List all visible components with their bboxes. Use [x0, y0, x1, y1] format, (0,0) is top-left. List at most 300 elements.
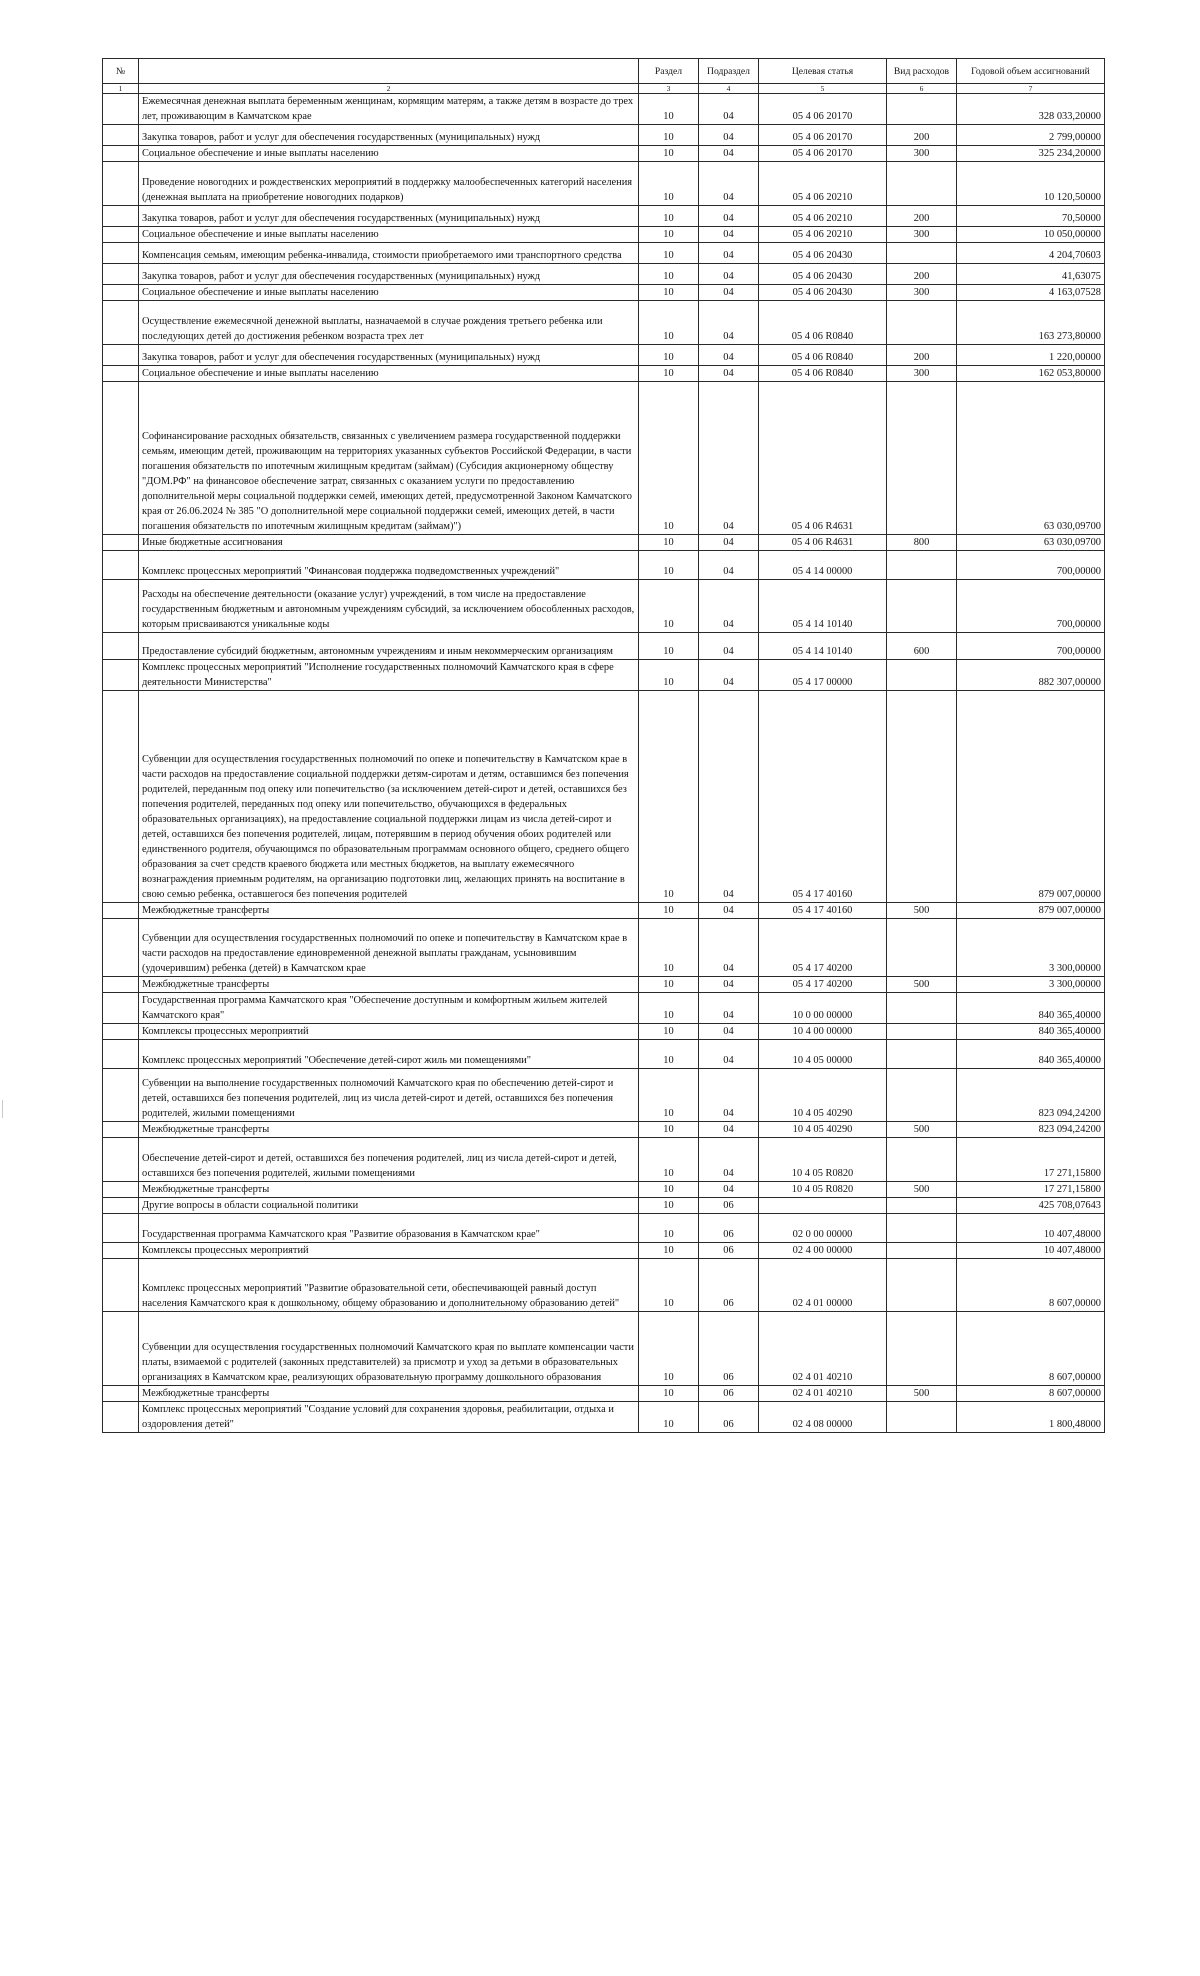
table-row [103, 206, 1105, 227]
row-summa-cell: 8 607,00000 [957, 1386, 1105, 1402]
row-vid-rashodov-cell: 200 [887, 125, 957, 146]
row-podrazdel-cell: 04 [699, 162, 759, 206]
column-index: 7 [957, 84, 1105, 94]
row-name-cell: Закупка товаров, работ и услуг для обеспечения государственных (муниципальных) нужд [139, 125, 639, 146]
row-number-cell [103, 919, 139, 977]
row-summa-cell: 10 407,48000 [957, 1214, 1105, 1243]
row-name-cell: Социальное обеспечение и иные выплаты населению [139, 285, 639, 301]
row-name-cell: Закупка товаров, работ и услуг для обеспечения государственных (муниципальных) нужд [139, 206, 639, 227]
row-vid-rashodov-cell: 800 [887, 535, 957, 551]
column-index: 6 [887, 84, 957, 94]
row-vid-rashodov-cell: 300 [887, 366, 957, 382]
row-cel-statya-cell: 05 4 14 10140 [759, 633, 887, 660]
row-name-cell: Межбюджетные трансферты [139, 1182, 639, 1198]
row-vid-rashodov-cell: 500 [887, 1182, 957, 1198]
column-index-row [103, 84, 1105, 94]
row-name-cell: Межбюджетные трансферты [139, 1122, 639, 1138]
row-podrazdel-cell: 04 [699, 691, 759, 903]
row-summa-cell: 41,63075 [957, 264, 1105, 285]
row-podrazdel-cell: 04 [699, 551, 759, 580]
row-cel-statya-cell: 05 4 06 20430 [759, 264, 887, 285]
row-name-cell: Осуществление ежемесячной денежной выплаты, назначаемой в случае рождения третьего ребенка или последующих детей до достижения ребенком возраста трех лет [139, 301, 639, 345]
row-summa-cell: 879 007,00000 [957, 691, 1105, 903]
row-podrazdel-cell: 04 [699, 993, 759, 1024]
row-razdel-cell: 10 [639, 903, 699, 919]
row-name-cell: Закупка товаров, работ и услуг для обеспечения государственных (муниципальных) нужд [139, 345, 639, 366]
row-number-cell [103, 382, 139, 535]
scan-mark [2, 1100, 7, 1118]
row-podrazdel-cell: 04 [699, 1122, 759, 1138]
table-row [103, 1122, 1105, 1138]
header-podrazdel: Подраздел [699, 59, 759, 84]
row-cel-statya-cell: 05 4 17 40200 [759, 919, 887, 977]
row-name-cell: Субвенции для осуществления государственных полномочий по опеке и попечительству в Камчатском крае в части расходов на предоставление социальной поддержки детям-сиротам и детям, оставшимся без попечения родителей, переданным под опеку или попечительство (за исключением детей-сирот и детей, оставшихся без попечения родителей, переданных под опеку или попечительство, обучающихся в федеральных образовательных организациях), на предоставление социальной поддержки лицам из числа детей-сирот и детей, оставшихся без попечения родителей, лицам, потерявшим в период обучения обоих родителей или единственного родителя, обучающимся по образовательным программам основного общего, среднего общего образования за счет средств краевого бюджета или местных бюджетов, на выплату ежемесячного вознаграждения приемным родителям, на организацию подготовки лиц, желающих принять на воспитание в свою семью ребенка, оставшегося без попечения родителей [139, 691, 639, 903]
row-number-cell [103, 1040, 139, 1069]
row-podrazdel-cell: 06 [699, 1402, 759, 1433]
row-number-cell [103, 301, 139, 345]
header-razdel: Раздел [639, 59, 699, 84]
row-vid-rashodov-cell [887, 660, 957, 691]
row-cel-statya-cell: 05 4 06 20210 [759, 162, 887, 206]
table-row [103, 345, 1105, 366]
row-vid-rashodov-cell [887, 1138, 957, 1182]
budget-table [102, 58, 1105, 1433]
row-name-cell: Государственная программа Камчатского края "Развитие образования в Камчатском крае" [139, 1214, 639, 1243]
row-cel-statya-cell: 05 4 06 20170 [759, 125, 887, 146]
table-row [103, 580, 1105, 633]
row-summa-cell: 3 300,00000 [957, 919, 1105, 977]
row-name-cell: Межбюджетные трансферты [139, 903, 639, 919]
table-row [103, 285, 1105, 301]
row-cel-statya-cell: 10 4 05 40290 [759, 1069, 887, 1122]
row-razdel-cell: 10 [639, 1402, 699, 1433]
row-cel-statya-cell: 10 4 05 00000 [759, 1040, 887, 1069]
row-podrazdel-cell: 04 [699, 1069, 759, 1122]
row-vid-rashodov-cell [887, 1243, 957, 1259]
header-name [139, 59, 639, 84]
row-cel-statya-cell: 05 4 06 R0840 [759, 366, 887, 382]
row-number-cell [103, 1386, 139, 1402]
table-body [103, 94, 1105, 1433]
row-summa-cell: 328 033,20000 [957, 94, 1105, 125]
row-razdel-cell: 10 [639, 301, 699, 345]
row-vid-rashodov-cell: 200 [887, 264, 957, 285]
row-name-cell: Комплекс процессных мероприятий "Развитие образовательной сети, обеспечивающей равный доступ населения Камчатского края к дошкольному, общему образованию и дополнительному образованию детей" [139, 1259, 639, 1312]
row-number-cell [103, 1402, 139, 1433]
row-name-cell: Субвенции на выполнение государственных полномочий Камчатского края по обеспечению детей-сирот и детей, оставшихся без попечения родителей, лиц из числа детей-сирот и детей, оставшихся без попечения родителей, жилыми помещениями [139, 1069, 639, 1122]
row-razdel-cell: 10 [639, 1214, 699, 1243]
row-cel-statya-cell: 02 4 01 40210 [759, 1386, 887, 1402]
column-index: 3 [639, 84, 699, 94]
row-name-cell: Обеспечение детей-сирот и детей, оставшихся без попечения родителей, лиц из числа детей-сирот и детей, оставшихся без попечения родителей, жилыми помещениями [139, 1138, 639, 1182]
row-number-cell [103, 94, 139, 125]
row-cel-statya-cell: 10 4 05 R0820 [759, 1138, 887, 1182]
table-row [103, 551, 1105, 580]
row-vid-rashodov-cell: 300 [887, 285, 957, 301]
row-number-cell [103, 551, 139, 580]
row-name-cell: Субвенции для осуществления государственных полномочий по опеке и попечительству в Камчатском крае в части расходов на предоставление единовременной денежной выплаты гражданам, усыновившим (удочерившим) ребенка (детей) в Камчатском крае [139, 919, 639, 977]
row-podrazdel-cell: 04 [699, 243, 759, 264]
row-number-cell [103, 1312, 139, 1386]
row-number-cell [103, 1259, 139, 1312]
row-number-cell [103, 580, 139, 633]
row-podrazdel-cell: 04 [699, 903, 759, 919]
row-number-cell [103, 1198, 139, 1214]
row-summa-cell: 17 271,15800 [957, 1138, 1105, 1182]
row-name-cell: Межбюджетные трансферты [139, 977, 639, 993]
row-vid-rashodov-cell [887, 1069, 957, 1122]
row-vid-rashodov-cell [887, 162, 957, 206]
row-cel-statya-cell: 05 4 06 20430 [759, 243, 887, 264]
column-index: 1 [103, 84, 139, 94]
row-name-cell: Комплекс процессных мероприятий "Исполнение государственных полномочий Камчатского края в сфере деятельности Министерства" [139, 660, 639, 691]
row-cel-statya-cell: 05 4 06 20170 [759, 94, 887, 125]
table-row [103, 125, 1105, 146]
table-row [103, 1040, 1105, 1069]
row-cel-statya-cell: 05 4 06 20430 [759, 285, 887, 301]
row-razdel-cell: 10 [639, 919, 699, 977]
row-cel-statya-cell: 05 4 06 20210 [759, 227, 887, 243]
row-podrazdel-cell: 04 [699, 1182, 759, 1198]
row-number-cell [103, 1182, 139, 1198]
row-summa-cell: 823 094,24200 [957, 1069, 1105, 1122]
row-vid-rashodov-cell [887, 1259, 957, 1312]
row-name-cell: Социальное обеспечение и иные выплаты населению [139, 146, 639, 162]
table-row [103, 227, 1105, 243]
row-podrazdel-cell: 04 [699, 1040, 759, 1069]
row-summa-cell: 17 271,15800 [957, 1182, 1105, 1198]
table-row [103, 1198, 1105, 1214]
table-row [103, 903, 1105, 919]
row-name-cell: Субвенции для осуществления государственных полномочий Камчатского края по выплате компенсации части платы, взимаемой с родителей (законных представителей) за присмотр и уход за детьми в образовательных организациях в Камчатском крае, реализующих образовательную программу дошкольного образования [139, 1312, 639, 1386]
row-number-cell [103, 1024, 139, 1040]
row-name-cell: Другие вопросы в области социальной политики [139, 1198, 639, 1214]
row-podrazdel-cell: 04 [699, 264, 759, 285]
table-row [103, 1312, 1105, 1386]
row-number-cell [103, 1214, 139, 1243]
row-razdel-cell: 10 [639, 206, 699, 227]
table-row [103, 660, 1105, 691]
row-podrazdel-cell: 06 [699, 1312, 759, 1386]
row-number-cell [103, 264, 139, 285]
row-number-cell [103, 633, 139, 660]
row-podrazdel-cell: 06 [699, 1386, 759, 1402]
row-podrazdel-cell: 04 [699, 227, 759, 243]
table-row [103, 691, 1105, 903]
row-number-cell [103, 993, 139, 1024]
row-number-cell [103, 345, 139, 366]
row-number-cell [103, 1138, 139, 1182]
row-razdel-cell: 10 [639, 660, 699, 691]
row-cel-statya-cell: 05 4 06 20170 [759, 146, 887, 162]
row-vid-rashodov-cell [887, 551, 957, 580]
row-vid-rashodov-cell [887, 1040, 957, 1069]
column-index: 4 [699, 84, 759, 94]
row-number-cell [103, 691, 139, 903]
row-number-cell [103, 227, 139, 243]
table-row [103, 94, 1105, 125]
table-row [103, 146, 1105, 162]
row-summa-cell: 63 030,09700 [957, 535, 1105, 551]
row-cel-statya-cell: 05 4 14 00000 [759, 551, 887, 580]
row-summa-cell: 1 220,00000 [957, 345, 1105, 366]
row-summa-cell: 700,00000 [957, 551, 1105, 580]
row-razdel-cell: 10 [639, 146, 699, 162]
row-vid-rashodov-cell: 200 [887, 206, 957, 227]
row-cel-statya-cell: 10 0 00 00000 [759, 993, 887, 1024]
row-razdel-cell: 10 [639, 1040, 699, 1069]
row-vid-rashodov-cell [887, 94, 957, 125]
row-vid-rashodov-cell [887, 1024, 957, 1040]
table-row [103, 633, 1105, 660]
row-razdel-cell: 10 [639, 633, 699, 660]
row-razdel-cell: 10 [639, 1243, 699, 1259]
row-summa-cell: 1 800,48000 [957, 1402, 1105, 1433]
row-name-cell: Социальное обеспечение и иные выплаты населению [139, 366, 639, 382]
row-cel-statya-cell: 05 4 17 40160 [759, 903, 887, 919]
row-cel-statya-cell: 05 4 06 R0840 [759, 345, 887, 366]
row-cel-statya-cell: 05 4 06 R4631 [759, 535, 887, 551]
table-row [103, 1024, 1105, 1040]
row-name-cell: Предоставление субсидий бюджетным, автономным учреждениям и иным некоммерческим организациям [139, 633, 639, 660]
row-razdel-cell: 10 [639, 977, 699, 993]
row-name-cell: Комплексы процессных мероприятий [139, 1024, 639, 1040]
row-name-cell: Проведение новогодних и рождественских мероприятий в поддержку малообеспеченных категорий населения (денежная выплата на приобретение новогодних подарков) [139, 162, 639, 206]
row-number-cell [103, 162, 139, 206]
table-row [103, 1259, 1105, 1312]
row-name-cell: Социальное обеспечение и иные выплаты населению [139, 227, 639, 243]
row-cel-statya-cell: 05 4 06 R4631 [759, 382, 887, 535]
row-podrazdel-cell: 04 [699, 301, 759, 345]
row-vid-rashodov-cell [887, 1312, 957, 1386]
row-summa-cell: 70,50000 [957, 206, 1105, 227]
row-podrazdel-cell: 04 [699, 382, 759, 535]
row-name-cell: Иные бюджетные ассигнования [139, 535, 639, 551]
row-podrazdel-cell: 04 [699, 977, 759, 993]
row-summa-cell: 425 708,07643 [957, 1198, 1105, 1214]
row-vid-rashodov-cell [887, 382, 957, 535]
row-vid-rashodov-cell [887, 243, 957, 264]
row-podrazdel-cell: 06 [699, 1198, 759, 1214]
row-summa-cell: 882 307,00000 [957, 660, 1105, 691]
row-cel-statya-cell: 02 4 01 40210 [759, 1312, 887, 1386]
table-row [103, 1069, 1105, 1122]
row-razdel-cell: 10 [639, 264, 699, 285]
row-summa-cell: 840 365,40000 [957, 1024, 1105, 1040]
row-summa-cell: 700,00000 [957, 580, 1105, 633]
row-razdel-cell: 10 [639, 345, 699, 366]
row-cel-statya-cell: 05 4 14 10140 [759, 580, 887, 633]
row-name-cell: Ежемесячная денежная выплата беременным женщинам, кормящим матерям, а также детям в возрасте до трех лет, проживающим в Камчатском крае [139, 94, 639, 125]
row-summa-cell: 823 094,24200 [957, 1122, 1105, 1138]
table-header-row [103, 59, 1105, 84]
row-podrazdel-cell: 06 [699, 1259, 759, 1312]
row-cel-statya-cell: 05 4 06 20210 [759, 206, 887, 227]
row-name-cell: Компенсация семьям, имеющим ребенка-инвалида, стоимости приобретаемого ими транспортного средства [139, 243, 639, 264]
row-razdel-cell: 10 [639, 580, 699, 633]
row-name-cell: Комплекс процессных мероприятий "Обеспечение детей-сирот жиль ми помещениями" [139, 1040, 639, 1069]
row-podrazdel-cell: 06 [699, 1243, 759, 1259]
row-summa-cell: 4 204,70603 [957, 243, 1105, 264]
table-row [103, 1182, 1105, 1198]
row-razdel-cell: 10 [639, 993, 699, 1024]
row-razdel-cell: 10 [639, 551, 699, 580]
row-number-cell [103, 1122, 139, 1138]
row-razdel-cell: 10 [639, 1386, 699, 1402]
header-vid-rashodov: Вид расходов [887, 59, 957, 84]
row-podrazdel-cell: 04 [699, 94, 759, 125]
column-index: 2 [139, 84, 639, 94]
table-row [103, 1214, 1105, 1243]
row-cel-statya-cell: 05 4 17 40160 [759, 691, 887, 903]
row-summa-cell: 162 053,80000 [957, 366, 1105, 382]
row-summa-cell: 8 607,00000 [957, 1312, 1105, 1386]
row-vid-rashodov-cell: 500 [887, 1122, 957, 1138]
row-name-cell: Комплексы процессных мероприятий [139, 1243, 639, 1259]
row-razdel-cell: 10 [639, 1182, 699, 1198]
table-row [103, 243, 1105, 264]
row-podrazdel-cell: 04 [699, 345, 759, 366]
row-cel-statya-cell: 02 0 00 00000 [759, 1214, 887, 1243]
row-number-cell [103, 206, 139, 227]
table-row [103, 535, 1105, 551]
row-number-cell [103, 535, 139, 551]
row-podrazdel-cell: 04 [699, 125, 759, 146]
row-number-cell [103, 903, 139, 919]
table-row [103, 1386, 1105, 1402]
row-podrazdel-cell: 06 [699, 1214, 759, 1243]
row-vid-rashodov-cell [887, 301, 957, 345]
row-cel-statya-cell: 10 4 00 00000 [759, 1024, 887, 1040]
row-summa-cell: 3 300,00000 [957, 977, 1105, 993]
header-num: № [103, 59, 139, 84]
row-cel-statya-cell: 10 4 05 40290 [759, 1122, 887, 1138]
row-razdel-cell: 10 [639, 535, 699, 551]
row-podrazdel-cell: 04 [699, 633, 759, 660]
row-cel-statya-cell: 02 4 08 00000 [759, 1402, 887, 1433]
row-number-cell [103, 660, 139, 691]
row-name-cell: Комплекс процессных мероприятий "Финансовая поддержка подведомственных учреждений" [139, 551, 639, 580]
row-name-cell: Государственная программа Камчатского края "Обеспечение доступным и комфортным жильем жителей Камчатского края" [139, 993, 639, 1024]
row-cel-statya-cell: 02 4 00 00000 [759, 1243, 887, 1259]
table-row [103, 301, 1105, 345]
row-summa-cell: 325 234,20000 [957, 146, 1105, 162]
row-razdel-cell: 10 [639, 1198, 699, 1214]
row-razdel-cell: 10 [639, 285, 699, 301]
row-razdel-cell: 10 [639, 1024, 699, 1040]
row-summa-cell: 840 365,40000 [957, 1040, 1105, 1069]
row-vid-rashodov-cell: 200 [887, 345, 957, 366]
row-razdel-cell: 10 [639, 162, 699, 206]
row-vid-rashodov-cell [887, 919, 957, 977]
row-vid-rashodov-cell [887, 993, 957, 1024]
row-vid-rashodov-cell [887, 1214, 957, 1243]
row-razdel-cell: 10 [639, 1259, 699, 1312]
header-summa: Годовой объем ассигнований [957, 59, 1105, 84]
row-summa-cell: 879 007,00000 [957, 903, 1105, 919]
row-name-cell: Межбюджетные трансферты [139, 1386, 639, 1402]
row-summa-cell: 8 607,00000 [957, 1259, 1105, 1312]
row-vid-rashodov-cell: 500 [887, 1386, 957, 1402]
row-number-cell [103, 125, 139, 146]
row-name-cell: Комплекс процессных мероприятий "Создание условий для сохранения здоровья, реабилитации, отдыха и оздоровления детей" [139, 1402, 639, 1433]
row-razdel-cell: 10 [639, 1122, 699, 1138]
header-cel-statya: Целевая статья [759, 59, 887, 84]
row-cel-statya-cell: 05 4 17 40200 [759, 977, 887, 993]
row-number-cell [103, 977, 139, 993]
row-podrazdel-cell: 04 [699, 1138, 759, 1182]
table-row [103, 366, 1105, 382]
row-razdel-cell: 10 [639, 366, 699, 382]
row-vid-rashodov-cell: 300 [887, 227, 957, 243]
row-podrazdel-cell: 04 [699, 366, 759, 382]
row-name-cell: Расходы на обеспечение деятельности (оказание услуг) учреждений, в том числе на предоставление государственным бюджетным и автономным учреждениям субсидий, за исключением обособленных расходов, которым присваиваются уникальные коды [139, 580, 639, 633]
row-vid-rashodov-cell [887, 1402, 957, 1433]
row-podrazdel-cell: 04 [699, 535, 759, 551]
row-vid-rashodov-cell: 500 [887, 977, 957, 993]
row-razdel-cell: 10 [639, 691, 699, 903]
row-summa-cell: 10 407,48000 [957, 1243, 1105, 1259]
row-cel-statya-cell: 05 4 06 R0840 [759, 301, 887, 345]
row-vid-rashodov-cell: 600 [887, 633, 957, 660]
row-number-cell [103, 285, 139, 301]
row-vid-rashodov-cell: 500 [887, 903, 957, 919]
table-row [103, 162, 1105, 206]
row-summa-cell: 840 365,40000 [957, 993, 1105, 1024]
row-podrazdel-cell: 04 [699, 146, 759, 162]
row-razdel-cell: 10 [639, 227, 699, 243]
row-cel-statya-cell: 10 4 05 R0820 [759, 1182, 887, 1198]
row-cel-statya-cell [759, 1198, 887, 1214]
row-razdel-cell: 10 [639, 1312, 699, 1386]
row-vid-rashodov-cell [887, 580, 957, 633]
row-cel-statya-cell: 02 4 01 00000 [759, 1259, 887, 1312]
table-row [103, 382, 1105, 535]
table-row [103, 1402, 1105, 1433]
row-podrazdel-cell: 04 [699, 660, 759, 691]
row-number-cell [103, 366, 139, 382]
row-razdel-cell: 10 [639, 94, 699, 125]
table-row [103, 1243, 1105, 1259]
row-number-cell [103, 243, 139, 264]
row-razdel-cell: 10 [639, 243, 699, 264]
row-razdel-cell: 10 [639, 1138, 699, 1182]
row-summa-cell: 2 799,00000 [957, 125, 1105, 146]
row-summa-cell: 163 273,80000 [957, 301, 1105, 345]
row-name-cell: Софинансирование расходных обязательств, связанных с увеличением размера государственной поддержки семьям, имеющим детей, проживающим на территориях указанных субъектов Российской Федерации, в части погашения обязательств по ипотечным жилищным кредитам (займам) (Субсидия акционерному обществу "ДОМ.РФ" на финансовое обеспечение затрат, связанных с оказанием услуги по предоставлению дополнительной меры социальной поддержки семей, имеющих детей, предусмотренной Законом Камчатского края от 26.06.2024 № 385 "О дополнительной мере социальной поддержки семей, имеющих детей, в части погашения обязательств по ипотечным жилищным кредитам (займам)") [139, 382, 639, 535]
table-row [103, 264, 1105, 285]
row-summa-cell: 10 120,50000 [957, 162, 1105, 206]
column-index: 5 [759, 84, 887, 94]
table-row [103, 1138, 1105, 1182]
row-razdel-cell: 10 [639, 1069, 699, 1122]
row-podrazdel-cell: 04 [699, 919, 759, 977]
row-podrazdel-cell: 04 [699, 206, 759, 227]
row-vid-rashodov-cell [887, 1198, 957, 1214]
row-summa-cell: 700,00000 [957, 633, 1105, 660]
row-number-cell [103, 1243, 139, 1259]
row-razdel-cell: 10 [639, 382, 699, 535]
row-podrazdel-cell: 04 [699, 1024, 759, 1040]
row-summa-cell: 4 163,07528 [957, 285, 1105, 301]
row-razdel-cell: 10 [639, 125, 699, 146]
table-row [103, 993, 1105, 1024]
row-podrazdel-cell: 04 [699, 285, 759, 301]
row-number-cell [103, 1069, 139, 1122]
row-summa-cell: 10 050,00000 [957, 227, 1105, 243]
row-podrazdel-cell: 04 [699, 580, 759, 633]
table-row [103, 977, 1105, 993]
